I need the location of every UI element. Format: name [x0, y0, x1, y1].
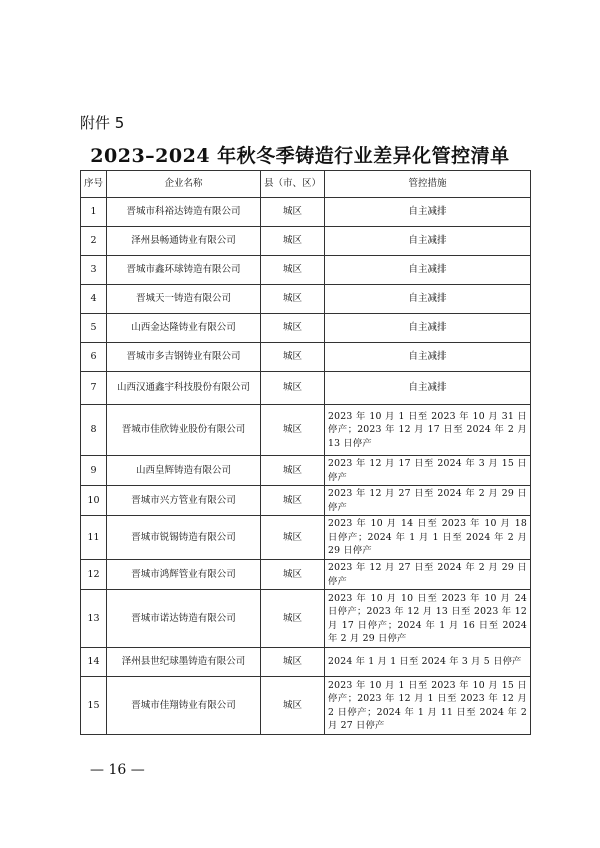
- header-county: 县（市、区）: [261, 171, 325, 198]
- table-row: [81, 677, 531, 735]
- control-measure: 自主减排: [325, 343, 531, 372]
- row-number: 15: [81, 677, 107, 735]
- control-measure: 自主减排: [325, 227, 531, 256]
- row-number: 13: [81, 590, 107, 648]
- row-number: 12: [81, 560, 107, 590]
- company-name: 山西汉通鑫宇科技股份有限公司: [107, 372, 261, 405]
- company-name: 晋城市锐锡铸造有限公司: [107, 516, 261, 560]
- row-number: 14: [81, 648, 107, 677]
- county: 城区: [261, 677, 325, 735]
- company-name: 晋城天一铸造有限公司: [107, 285, 261, 314]
- table-row: [81, 256, 531, 285]
- company-name: 山西金达隆铸业有限公司: [107, 314, 261, 343]
- county: 城区: [261, 516, 325, 560]
- county: 城区: [261, 227, 325, 256]
- table-row: [81, 343, 531, 372]
- company-name: 晋城市诺达铸造有限公司: [107, 590, 261, 648]
- county: 城区: [261, 590, 325, 648]
- table-header-row: [81, 171, 531, 198]
- company-name: 泽州县世纪球墨铸造有限公司: [107, 648, 261, 677]
- company-name: 晋城市多吉钢铸业有限公司: [107, 343, 261, 372]
- row-number: 9: [81, 456, 107, 486]
- row-number: 2: [81, 227, 107, 256]
- table-row: [81, 456, 531, 486]
- table-row: [81, 285, 531, 314]
- table-row: [81, 314, 531, 343]
- control-list-table: [80, 170, 531, 735]
- header-no: 序号: [81, 171, 107, 198]
- county: 城区: [261, 198, 325, 227]
- page-number: — 16 —: [90, 762, 145, 778]
- company-name: 晋城市佳翔铸业有限公司: [107, 677, 261, 735]
- table-row: [81, 198, 531, 227]
- county: 城区: [261, 343, 325, 372]
- table-row: [81, 372, 531, 405]
- county: 城区: [261, 372, 325, 405]
- county: 城区: [261, 256, 325, 285]
- table-row: [81, 227, 531, 256]
- table-row: [81, 405, 531, 456]
- control-measure: 2023 年 12 月 27 日至 2024 年 2 月 29 日停产: [325, 560, 531, 590]
- row-number: 6: [81, 343, 107, 372]
- control-measure: 2023 年 10 月 1 日至 2023 年 10 月 15 日停产；2023 年 12 月 1 日至 2023 年 12 月 2 日停产；2024 年 1 月 11 日至 2024 年 2 月 27 日停产: [325, 677, 531, 735]
- company-name: 山西皇辉铸造有限公司: [107, 456, 261, 486]
- control-measure: 自主减排: [325, 372, 531, 405]
- control-measure: 自主减排: [325, 256, 531, 285]
- row-number: 7: [81, 372, 107, 405]
- header-measure: 管控措施: [325, 171, 531, 198]
- attachment-label: 附件 5: [80, 114, 125, 132]
- row-number: 4: [81, 285, 107, 314]
- company-name: 晋城市兴方管业有限公司: [107, 486, 261, 516]
- control-measure: 自主减排: [325, 314, 531, 343]
- county: 城区: [261, 560, 325, 590]
- control-measure: 2023 年 10 月 1 日至 2023 年 10 月 31 日停产；2023 年 12 月 17 日至 2024 年 2 月 13 日停产: [325, 405, 531, 456]
- county: 城区: [261, 405, 325, 456]
- row-number: 10: [81, 486, 107, 516]
- row-number: 3: [81, 256, 107, 285]
- document-title: 2023–2024 年秋冬季铸造行业差异化管控清单: [90, 145, 510, 167]
- table-row: [81, 560, 531, 590]
- county: 城区: [261, 486, 325, 516]
- control-measure: 自主减排: [325, 198, 531, 227]
- county: 城区: [261, 285, 325, 314]
- table-row: [81, 648, 531, 677]
- control-measure: 2023 年 10 月 10 日至 2023 年 10 月 24 日停产；2023 年 12 月 13 日至 2023 年 12 月 17 日停产；2024 年 1 月 16 日至 2024 年 2 月 29 日停产: [325, 590, 531, 648]
- row-number: 8: [81, 405, 107, 456]
- county: 城区: [261, 456, 325, 486]
- header-company: 企业名称: [107, 171, 261, 198]
- row-number: 1: [81, 198, 107, 227]
- table-row: [81, 486, 531, 516]
- control-measure: 2023 年 12 月 17 日至 2024 年 3 月 15 日停产: [325, 456, 531, 486]
- company-name: 晋城市科裕达铸造有限公司: [107, 198, 261, 227]
- control-measure: 2024 年 1 月 1 日至 2024 年 3 月 5 日停产: [325, 648, 531, 677]
- control-measure: 2023 年 12 月 27 日至 2024 年 2 月 29 日停产: [325, 486, 531, 516]
- row-number: 11: [81, 516, 107, 560]
- control-measure: 2023 年 10 月 14 日至 2023 年 10 月 18 日停产；2024 年 1 月 1 日至 2024 年 2 月 29 日停产: [325, 516, 531, 560]
- table-row: [81, 516, 531, 560]
- company-name: 晋城市佳欣铸业股份有限公司: [107, 405, 261, 456]
- table-row: [81, 590, 531, 648]
- company-name: 晋城市鸿辉管业有限公司: [107, 560, 261, 590]
- control-measure: 自主减排: [325, 285, 531, 314]
- county: 城区: [261, 648, 325, 677]
- row-number: 5: [81, 314, 107, 343]
- company-name: 晋城市鑫环球铸造有限公司: [107, 256, 261, 285]
- company-name: 泽州县畅通铸业有限公司: [107, 227, 261, 256]
- county: 城区: [261, 314, 325, 343]
